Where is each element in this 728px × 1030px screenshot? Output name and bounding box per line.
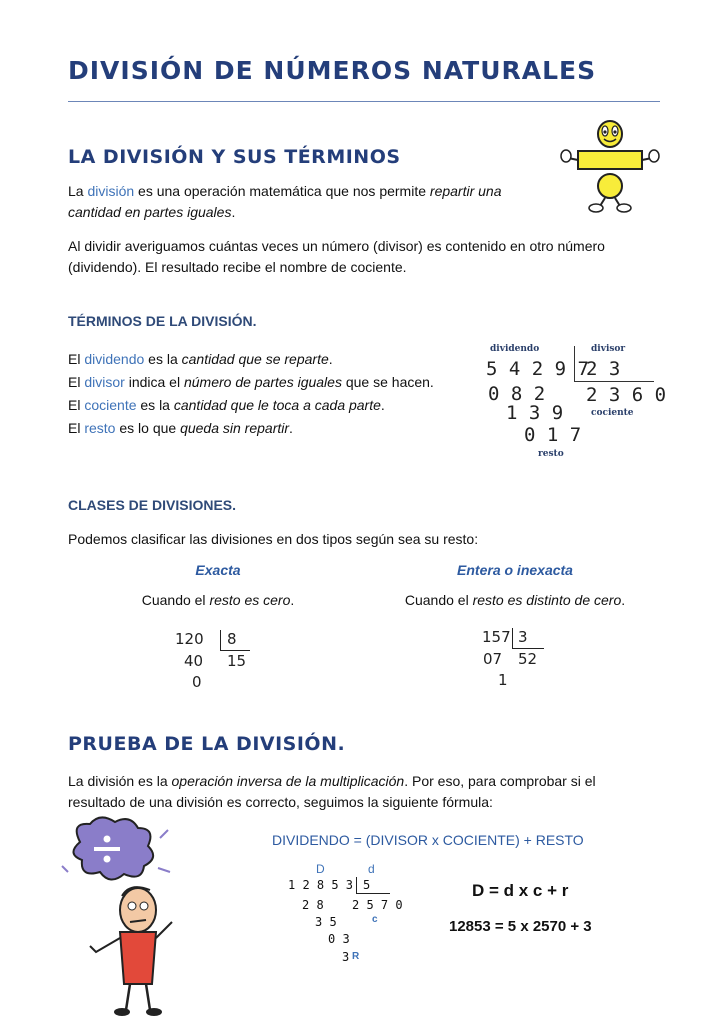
proof-paragraph: La división es la operación inversa de la multiplicación. Por eso, para comprobar si el resultado de una división es correcto, seguimos la siguiente fórmula: (68, 773, 596, 810)
section-heading-classes: CLASES DE DIVISIONES. (68, 497, 237, 513)
label-divisor: divisor (591, 344, 626, 354)
title-rule (68, 101, 660, 102)
label-dividendo: dividendo (490, 344, 540, 354)
class-exact-label: Exacta (195, 562, 241, 578)
label-resto: resto (538, 449, 564, 459)
page-title: DIVISIÓN DE NÚMEROS NATURALES (68, 56, 597, 85)
term-row-divisor: El divisor indica el número de partes iguales que se hacen. (68, 374, 434, 390)
label-cociente: cociente (591, 408, 634, 418)
division-definition: La división es una operación matemática que nos permite repartir una cantidad en partes iguales. (68, 183, 502, 220)
example-inexact-division: 157 3 07 52 1 (478, 626, 578, 690)
division-terms-diagram: dividendo divisor 5 4 2 9 7 2 3 0 8 2 2 3 6 0 1 3 9 cociente 0 1 7 resto (486, 344, 667, 459)
proof-short-formula: D = d x c + r (472, 881, 569, 900)
term-row-resto: El resto es lo que queda sin repartir. (68, 420, 293, 436)
division-explanation: Al dividir averiguamos cuántas veces un número (divisor) es contenido en otro número (dividendo). El resultado recibe el nombre de cociente. (68, 238, 605, 275)
class-exact: Exacta Cuando el resto es cero. (68, 560, 368, 611)
terms-list (68, 349, 468, 441)
example-exact-division: 120 8 40 15 0 (170, 628, 270, 692)
confused-character-icon (60, 812, 180, 1022)
class-inexact: Entera o inexacta Cuando el resto es distinto de cero. (360, 560, 670, 611)
division-bracket-horizontal (574, 381, 654, 382)
proof-numeric-check: 12853 = 5 x 2570 + 3 (449, 918, 592, 935)
term-row-cociente: El cociente es la cantidad que le toca a cada parte. (68, 397, 385, 413)
term-row-dividendo: El dividendo es la cantidad que se reparte. (68, 351, 333, 367)
section-heading-terms: TÉRMINOS DE LA DIVISIÓN. (68, 313, 257, 329)
term-division: división (87, 183, 135, 199)
section-heading-division: LA DIVISIÓN Y SUS TÉRMINOS (68, 146, 401, 168)
class-inexact-label: Entera o inexacta (457, 562, 573, 578)
section-heading-proof: PRUEBA DE LA DIVISIÓN. (68, 733, 346, 755)
classes-intro: Podemos clasificar las divisiones en dos tipos según sea su resto: (68, 531, 479, 547)
proof-example-division: D d 1 2 8 5 3 5 2 8 2 5 7 0 3 5 c 0 3 3 R (288, 862, 403, 964)
division-mascot-icon (560, 120, 680, 220)
proof-formula: DIVIDENDO = (DIVISOR x COCIENTE) + RESTO (272, 832, 584, 848)
